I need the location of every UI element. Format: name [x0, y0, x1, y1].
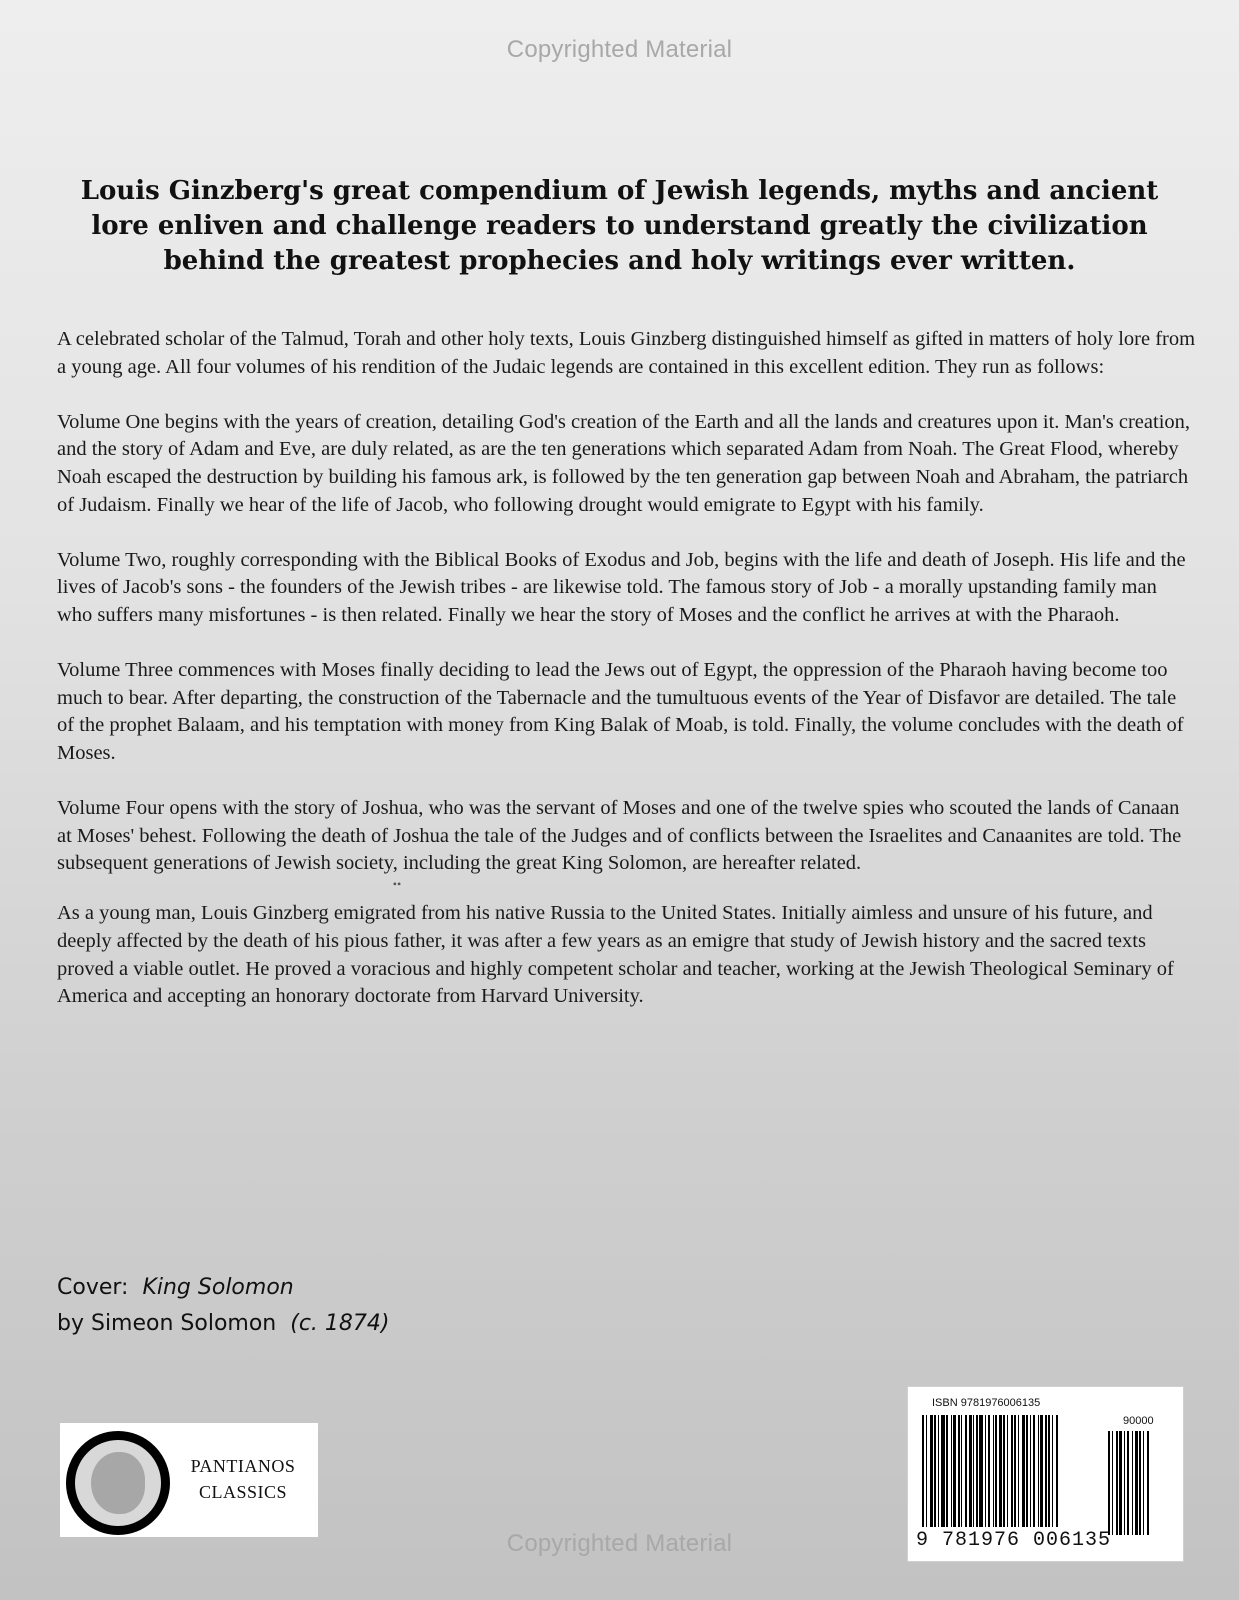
- description-body: [57, 326, 1197, 1038]
- cover-artist: by Simeon Solomon: [57, 1311, 277, 1336]
- cover-credit-label: Cover:: [57, 1275, 129, 1300]
- publisher-name: [178, 1453, 308, 1505]
- barcode-addon-bars-icon: [1108, 1431, 1170, 1535]
- biography-paragraph: As a young man, Louis Ginzberg emigrated from his native Russia to the United States. Initially aimless and unsure of his future, and deeply affected by the death of his pious father, it was after a few years as an emigre that study of Jewish history and the sacred texts proved a viable outlet. He proved a voracious and highly competent scholar and teacher, working at the Jewish Theological Seminary of America and accepting an honorary doctorate from Harvard University.: [57, 902, 1174, 1008]
- volume-two-paragraph: Volume Two, roughly corresponding with the Biblical Books of Exodus and Job, begins with the life and death of Joseph. His life and the lives of Jacob's sons - the founders of the Jewish tribes - are likewise told. The famous story of Job - a morally upstanding family man who suffers many misfortunes - is then related. Finally we hear the story of Moses and the conflict he arrives at with the Pharaoh.: [57, 548, 1186, 626]
- watermark-bottom: Copyrighted Material: [506, 1530, 733, 1557]
- watermark-top: Copyrighted Material: [506, 36, 733, 63]
- barcode-addon-number: 90000: [1123, 1415, 1154, 1427]
- isbn-label: ISBN 9781976006135: [932, 1397, 1041, 1409]
- intro-paragraph: A celebrated scholar of the Talmud, Torah and other holy texts, Louis Ginzberg distinguished himself as gifted in matters of holy lore from a young age. All four volumes of his rendition of the Judaic legends are contained in this excellent edition. They run as follows:: [57, 328, 1196, 378]
- barcode-digits: 9 781976 006135: [916, 1529, 1112, 1552]
- cover-credit: [57, 1270, 390, 1342]
- coin-portrait-icon: [66, 1431, 170, 1535]
- section-separator: ••: [392, 877, 402, 892]
- volume-four-paragraph: Volume Four opens with the story of Joshua, who was the servant of Moses and one of the twelve spies who scouted the lands of Canaan at Moses' behest. Following the death of Joshua the tale of the Judges and of conflicts between the Israelites and Canaanites are told. The subsequent generations of Jewish society, including the great King Solomon, are hereafter related.: [57, 797, 1182, 875]
- volume-three-paragraph: Volume Three commences with Moses finally deciding to lead the Jews out of Egypt, the oppression of the Pharaoh having become too much to bear. After departing, the construction of the Tabernacle and the tumultuous events of the Year of Disfavor are detailed. The tale of the prophet Balaam, and his temptation with money from King Balak of Moab, is told. Finally, the volume concludes with the death of Moses.: [57, 659, 1184, 764]
- cover-artwork-date: (c. 1874): [290, 1311, 390, 1336]
- volume-one-paragraph: Volume One begins with the years of creation, detailing God's creation of the Earth and all the lands and creatures upon it. Man's creation, and the story of Adam and Eve, are duly related, as are the ten generations which separated Adam from Noah. The Great Flood, whereby Noah escaped the destruction by building his famous ark, is followed by the ten generation gap between Noah and Abraham, the patriarch of Judaism. Finally we hear of the life of Jacob, who following drought would emigrate to Egypt with his family.: [57, 410, 1191, 516]
- publisher-name-line2: CLASSICS: [198, 1482, 288, 1502]
- barcode-bars-icon: [922, 1415, 1097, 1527]
- cover-artwork-title: King Solomon: [142, 1275, 294, 1300]
- publisher-logo: [60, 1423, 318, 1537]
- publisher-name-line1: PANTIANOS: [190, 1456, 296, 1476]
- back-cover-tagline: Louis Ginzberg's great compendium of Jewish legends, myths and ancient lore enliven and challenge readers to understand greatly the civilization behind the greatest prophecies and holy writings ever written.: [80, 176, 1159, 276]
